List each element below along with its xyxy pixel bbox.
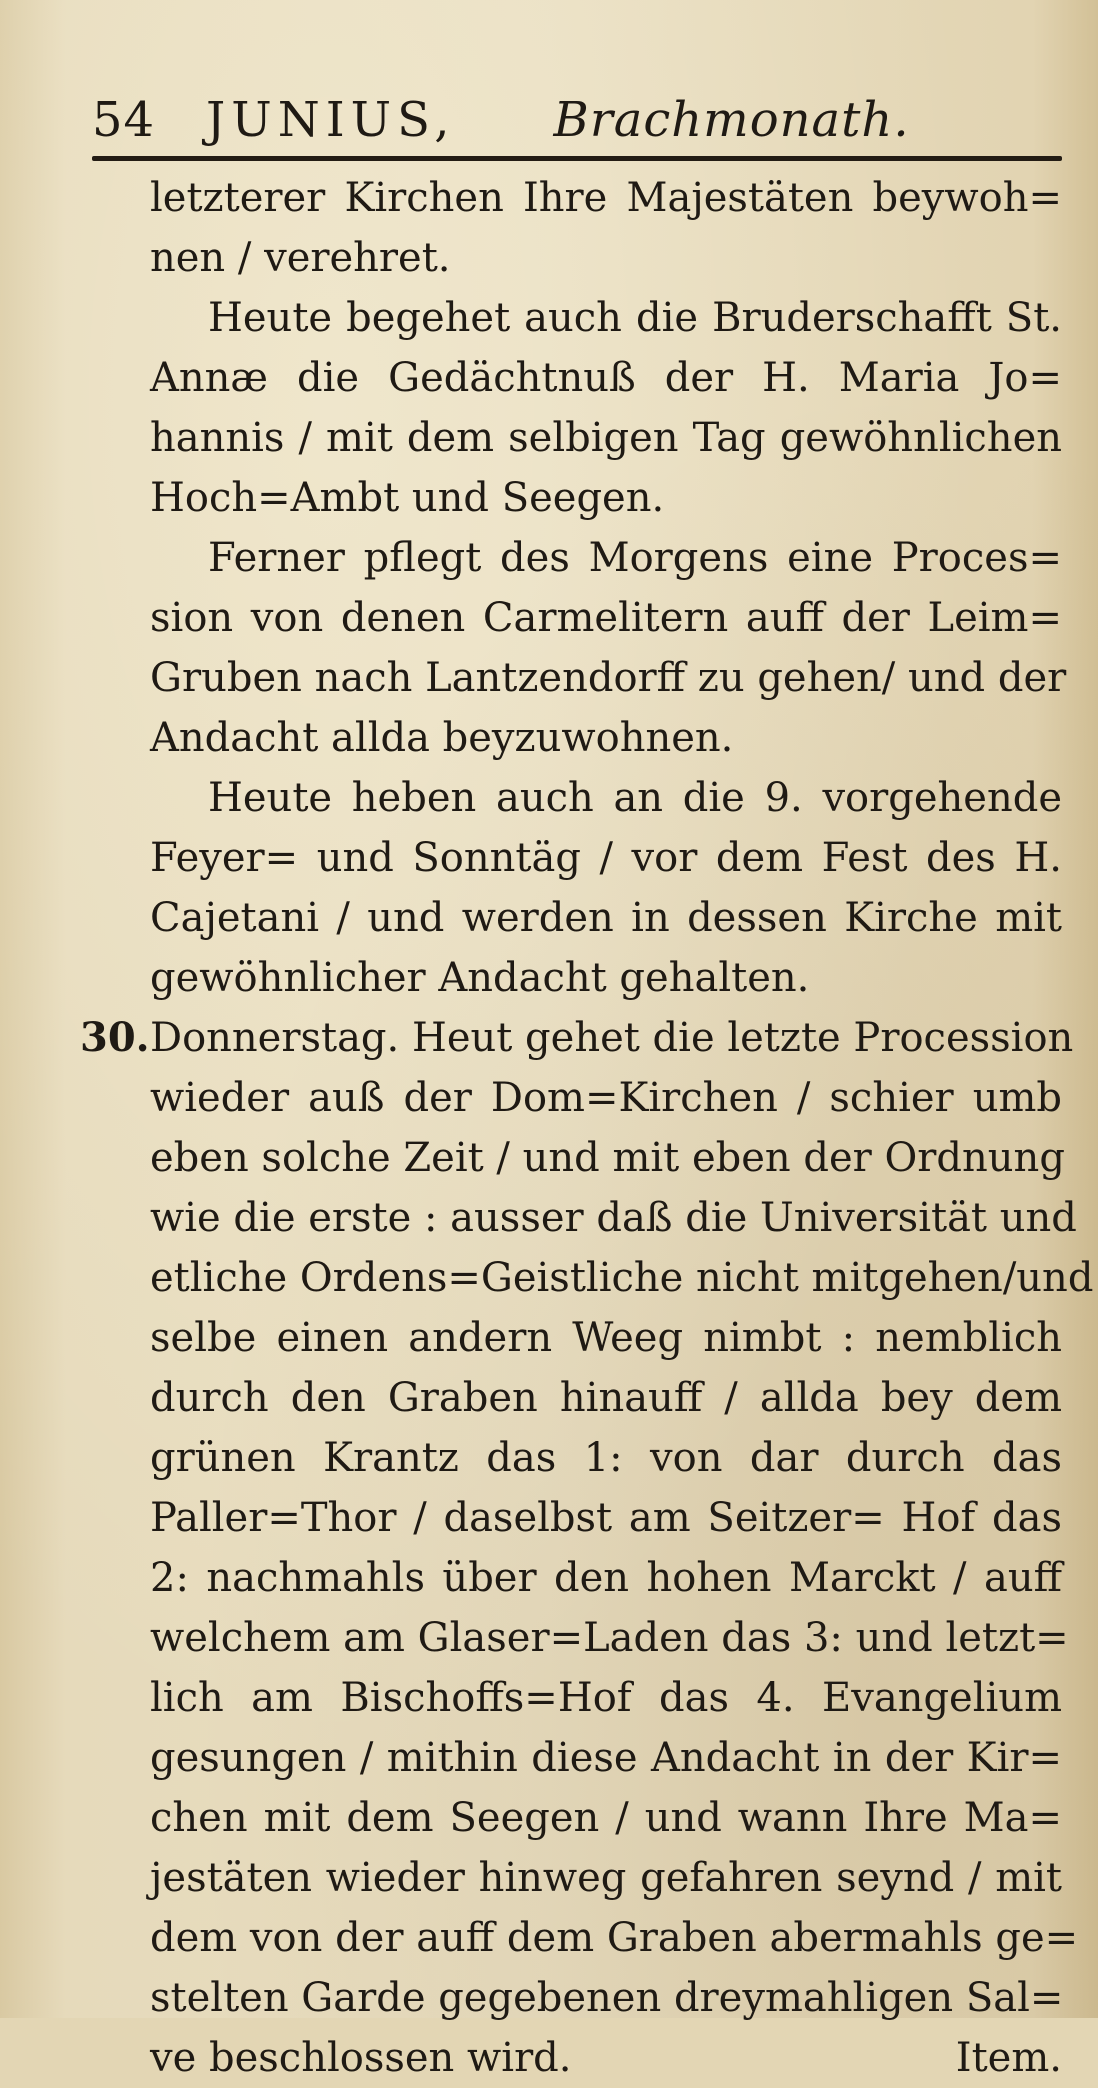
page-number: 54 (92, 92, 156, 148)
text-line: Donnerstag. Heut gehet die letzte Procession (150, 1015, 1074, 1061)
text-line: Gruben nach Lantzendorff zu gehen/ und der (150, 655, 1067, 701)
running-header (92, 92, 1062, 152)
text-line: jestäten wieder hinweg gefahren seynd / mit (150, 1855, 1062, 1901)
header-rule (92, 156, 1062, 161)
text-line: etliche Ordens=Geistliche nicht mitgehen/und (150, 1255, 1094, 1301)
running-subtitle: Brachmonath. (553, 92, 910, 148)
text-line: Heute heben auch an die 9. vorgehende (208, 775, 1062, 821)
text-line: stelten Garde gegebenen dreymahligen Sal= (150, 1975, 1064, 2021)
text-line: Feyer= und Sonntäg / vor dem Fest des H. (150, 835, 1062, 881)
text-line: durch den Graben hinauff / allda bey dem (150, 1375, 1062, 1421)
text-line: selbe einen andern Weeg nimbt : nemblich (150, 1315, 1062, 1361)
text-line: Hoch=Ambt und Seegen. (150, 475, 665, 521)
text-line: grünen Krantz das 1: von dar durch das (150, 1435, 1062, 1481)
text-line: Annæ die Gedächtnuß der H. Maria Jo= (150, 355, 1062, 401)
text-line: 2: nachmahls über den hohen Marckt / auff (150, 1555, 1062, 1601)
day-number: 30. (80, 1014, 150, 1061)
text-line: hannis / mit dem selbigen Tag gewöhnlichen (150, 415, 1062, 461)
text-line: Cajetani / und werden in dessen Kirche mit (150, 895, 1062, 941)
text-line: letzterer Kirchen Ihre Majestäten beywoh= (150, 175, 1062, 221)
text-line: gewöhnlicher Andacht gehalten. (150, 955, 810, 1001)
text-line: Heute begehet auch die Bruderschafft St. (208, 295, 1062, 341)
text-line: sion von denen Carmelitern auff der Leim= (150, 595, 1062, 641)
text-line: eben solche Zeit / und mit eben der Ordnung (150, 1135, 1065, 1181)
text-line: gesungen / mithin diese Andacht in der Kir= (150, 1735, 1062, 1781)
text-line: dem von der auff dem Graben abermahls ge= (150, 1915, 1079, 1961)
text-line: chen mit dem Seegen / und wann Ihre Ma= (150, 1795, 1062, 1841)
text-line: Paller=Thor / daselbst am Seitzer= Hof das (150, 1495, 1062, 1541)
text-line: Ferner pflegt des Morgens eine Proces= (208, 535, 1062, 581)
text-line: lich am Bischoffs=Hof das 4. Evangelium (150, 1675, 1062, 1721)
text-line: nen / verehret. (150, 235, 451, 281)
text-line: Andacht allda beyzuwohnen. (150, 715, 734, 761)
text-line: wie die erste : ausser daß die Universität und (150, 1195, 1077, 1241)
text-line: ve beschlossen wird. (150, 2035, 572, 2081)
text-line: wieder auß der Dom=Kirchen / schier umb (150, 1075, 1062, 1121)
text-line: welchem am Glaser=Laden das 3: und letzt= (150, 1615, 1069, 1661)
catchword: Item. (955, 2035, 1062, 2081)
running-title: JUNIUS, (206, 92, 456, 148)
